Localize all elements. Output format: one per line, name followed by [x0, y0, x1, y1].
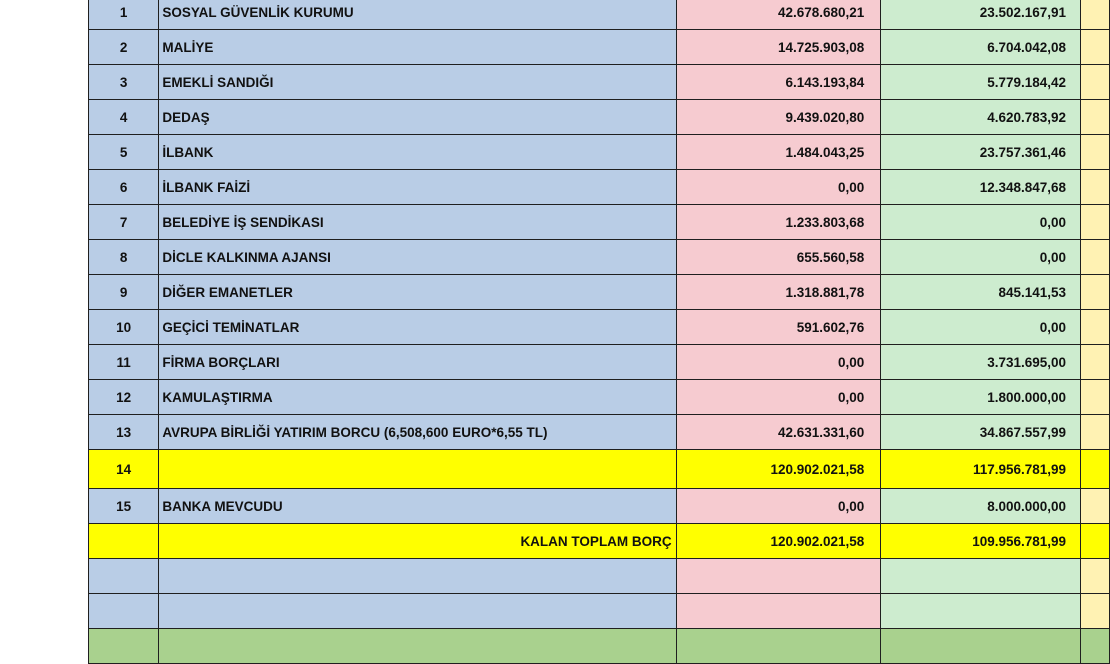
empty-cell — [881, 594, 1081, 629]
row-label: DİCLE KALKINMA AJANSI — [159, 240, 676, 275]
amount-cell-a: 9.439.020,80 — [676, 100, 881, 135]
row-number: 15 — [89, 489, 159, 524]
table-row[interactable] — [89, 65, 1110, 100]
amount-cell-b: 12.348.847,68 — [881, 170, 1081, 205]
row-number: 5 — [89, 135, 159, 170]
table-row[interactable] — [89, 415, 1110, 450]
amount-cell-a: 1.233.803,68 — [676, 205, 881, 240]
row-number: 8 — [89, 240, 159, 275]
table-row[interactable] — [89, 100, 1110, 135]
empty-cell — [1081, 559, 1110, 594]
amount-cell-b: 8.000.000,00 — [881, 489, 1081, 524]
row-number: 14 — [89, 450, 159, 489]
empty-cell — [159, 629, 676, 664]
amount-cell-b: 845.141,53 — [881, 275, 1081, 310]
amount-cell-b: 23.757.361,46 — [881, 135, 1081, 170]
bank-row[interactable] — [89, 489, 1110, 524]
total-amount-b: 109.956.781,99 — [881, 524, 1081, 559]
amount-cell-a: 120.902.021,58 — [676, 450, 881, 489]
cut-off-cell — [1081, 0, 1110, 30]
cut-off-cell — [1081, 205, 1110, 240]
row-label: DİĞER EMANETLER — [159, 275, 676, 310]
table-row[interactable] — [89, 345, 1110, 380]
row-number: 1 — [89, 0, 159, 30]
table-row[interactable] — [89, 240, 1110, 275]
empty-cell — [881, 629, 1081, 664]
row-number: 4 — [89, 100, 159, 135]
amount-cell-a: 0,00 — [676, 170, 881, 205]
empty-row[interactable] — [89, 594, 1110, 629]
empty-cell — [89, 629, 159, 664]
cut-off-cell — [1081, 65, 1110, 100]
amount-cell-a: 591.602,76 — [676, 310, 881, 345]
empty-cell — [89, 594, 159, 629]
amount-cell-b: 117.956.781,99 — [881, 450, 1081, 489]
table-row[interactable] — [89, 170, 1110, 205]
row-number: 7 — [89, 205, 159, 240]
cut-off-cell — [1081, 170, 1110, 205]
debt-rows — [89, 0, 1110, 450]
row-label: DEDAŞ — [159, 100, 676, 135]
row-label: SOSYAL GÜVENLİK KURUMU — [159, 0, 676, 30]
table-row[interactable] — [89, 135, 1110, 170]
amount-cell-a: 0,00 — [676, 380, 881, 415]
table-row[interactable] — [89, 275, 1110, 310]
empty-cell — [89, 559, 159, 594]
cut-off-cell — [1081, 345, 1110, 380]
amount-cell-a: 1.318.881,78 — [676, 275, 881, 310]
cut-off-cell — [1081, 275, 1110, 310]
cut-off-cell — [1081, 380, 1110, 415]
row-number: 13 — [89, 415, 159, 450]
amount-cell-a: 42.631.331,60 — [676, 415, 881, 450]
row-number: 6 — [89, 170, 159, 205]
subtotal-row[interactable] — [89, 450, 1110, 489]
cut-off-cell — [1081, 240, 1110, 275]
table-row[interactable] — [89, 310, 1110, 345]
amount-cell-a: 0,00 — [676, 345, 881, 380]
row-label: EMEKLİ SANDIĞI — [159, 65, 676, 100]
cut-off-cell — [1081, 450, 1110, 489]
amount-cell-a: 14.725.903,08 — [676, 30, 881, 65]
amount-cell-b: 3.731.695,00 — [881, 345, 1081, 380]
empty-cell — [1081, 594, 1110, 629]
row-label: MALİYE — [159, 30, 676, 65]
row-number: 11 — [89, 345, 159, 380]
row-label: İLBANK — [159, 135, 676, 170]
empty-cell — [1081, 629, 1110, 664]
cut-off-cell — [1081, 100, 1110, 135]
amount-cell-b: 34.867.557,99 — [881, 415, 1081, 450]
total-number-cell — [89, 524, 159, 559]
amount-cell-b: 6.704.042,08 — [881, 30, 1081, 65]
empty-cell — [881, 559, 1081, 594]
row-number: 2 — [89, 30, 159, 65]
empty-cell — [676, 559, 881, 594]
debt-table — [88, 0, 1110, 664]
total-label: KALAN TOPLAM BORÇ — [159, 524, 676, 559]
row-label — [159, 450, 676, 489]
cut-off-cell — [1081, 310, 1110, 345]
empty-row[interactable] — [89, 559, 1110, 594]
row-number: 12 — [89, 380, 159, 415]
table-row[interactable] — [89, 205, 1110, 240]
amount-cell-a: 1.484.043,25 — [676, 135, 881, 170]
row-label: KAMULAŞTIRMA — [159, 380, 676, 415]
empty-cell — [676, 629, 881, 664]
row-label: BELEDİYE İŞ SENDİKASI — [159, 205, 676, 240]
amount-cell-b: 4.620.783,92 — [881, 100, 1081, 135]
cut-off-cell — [1081, 489, 1110, 524]
amount-cell-a: 6.143.193,84 — [676, 65, 881, 100]
row-label: AVRUPA BİRLİĞİ YATIRIM BORCU (6,508,600 EURO*6,55 TL) — [159, 415, 676, 450]
amount-cell-b: 0,00 — [881, 310, 1081, 345]
amount-cell-a: 655.560,58 — [676, 240, 881, 275]
amount-cell-b: 0,00 — [881, 240, 1081, 275]
row-label: İLBANK FAİZİ — [159, 170, 676, 205]
amount-cell-b: 1.800.000,00 — [881, 380, 1081, 415]
total-amount-a: 120.902.021,58 — [676, 524, 881, 559]
cut-off-cell — [1081, 415, 1110, 450]
table-row[interactable] — [89, 30, 1110, 65]
cut-off-cell — [1081, 30, 1110, 65]
row-label: BANKA MEVCUDU — [159, 489, 676, 524]
cut-off-cell — [1081, 524, 1110, 559]
row-label: GEÇİCİ TEMİNATLAR — [159, 310, 676, 345]
amount-cell-a: 42.678.680,21 — [676, 0, 881, 30]
row-label: FİRMA BORÇLARI — [159, 345, 676, 380]
row-number: 3 — [89, 65, 159, 100]
amount-cell-a: 0,00 — [676, 489, 881, 524]
amount-cell-b: 5.779.184,42 — [881, 65, 1081, 100]
table-row[interactable] — [89, 380, 1110, 415]
empty-cell — [159, 594, 676, 629]
total-row[interactable] — [89, 524, 1110, 559]
row-number: 9 — [89, 275, 159, 310]
empty-row[interactable] — [89, 629, 1110, 664]
table-row[interactable] — [89, 0, 1110, 30]
empty-cell — [676, 594, 881, 629]
cut-off-cell — [1081, 135, 1110, 170]
empty-cell — [159, 559, 676, 594]
amount-cell-b: 23.502.167,91 — [881, 0, 1081, 30]
row-number: 10 — [89, 310, 159, 345]
amount-cell-b: 0,00 — [881, 205, 1081, 240]
